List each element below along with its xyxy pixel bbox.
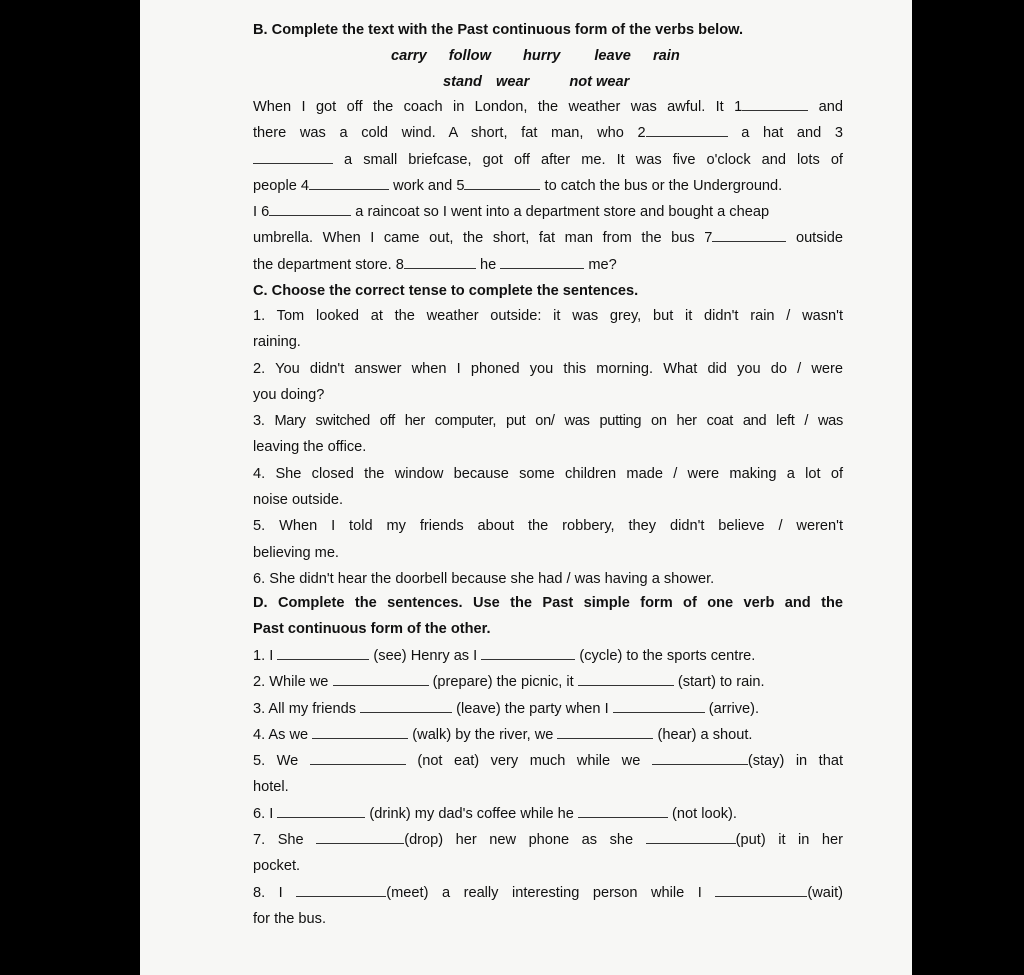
text-span: (put) it in her: [735, 832, 843, 849]
list-item: [253, 513, 843, 566]
verb-word: not wear: [569, 74, 630, 90]
text-span: he: [479, 256, 497, 273]
text-span: 2. While we: [253, 674, 329, 691]
list-item: [253, 408, 843, 461]
section-d-list: [253, 643, 843, 932]
text-span: 5. We: [253, 753, 299, 770]
answer-blank-8a[interactable]: [404, 254, 476, 269]
verb-word: rain: [652, 48, 680, 64]
item-line: leaving the office.: [253, 439, 367, 456]
text-span: (leave) the party when I: [456, 700, 609, 717]
answer-blank-1[interactable]: [742, 96, 808, 111]
verb-word: leave: [594, 48, 631, 64]
answer-blank[interactable]: [578, 803, 668, 818]
text-span: 4. As we: [253, 726, 309, 743]
text-span: 7. She: [253, 832, 304, 849]
sentence-8-continued: for the bus.: [253, 910, 327, 927]
text-span: work and 5: [393, 177, 465, 194]
section-b-heading: B. Complete the text with the Past continuous form of the verbs below.: [253, 22, 744, 38]
text-span: (wait): [807, 884, 844, 901]
text-span: (hear) a shout.: [657, 726, 753, 743]
text-span: there was a cold wind. A short, fat man, who 2: [253, 125, 646, 142]
text-span: to catch the bus or the Underground.: [544, 177, 783, 194]
answer-blank[interactable]: [296, 882, 386, 897]
item-line: 1. Tom looked at the weather outside: it was grey, but it didn't rain / wasn't: [253, 308, 843, 324]
text-span: umbrella. When I came out, the short, fat man from the bus 7: [253, 230, 713, 247]
text-line: [253, 120, 843, 146]
answer-blank[interactable]: [310, 750, 406, 765]
text-span: (drop) her new phone as she: [404, 832, 634, 849]
text-line: [253, 147, 843, 173]
text-line: [253, 173, 843, 199]
text-span: I 6: [253, 204, 270, 221]
section-b-text: [253, 94, 843, 278]
text-span: (not look).: [672, 805, 737, 822]
list-item: [253, 461, 843, 514]
text-span: (prepare) the picnic, it: [432, 674, 574, 691]
text-span: a hat and 3: [741, 125, 843, 142]
text-span: When I got off the coach in London, the weather was awful. It 1: [253, 99, 743, 115]
text-span: (cycle) to the sports centre.: [579, 648, 756, 664]
answer-blank[interactable]: [277, 803, 365, 818]
item-line: believing me.: [253, 544, 339, 561]
answer-blank-3[interactable]: [253, 149, 333, 164]
text-span: (start) to rain.: [677, 674, 765, 691]
list-item: [253, 356, 843, 409]
answer-blank-2[interactable]: [646, 122, 728, 137]
answer-blank[interactable]: [715, 882, 807, 897]
text-line: [253, 225, 843, 251]
sentence-3: [253, 696, 843, 722]
verb-list-row-1: [391, 43, 680, 69]
item-line: 2. You didn't answer when I phoned you this morning. What did you do / were: [253, 360, 843, 377]
section-c-heading: C. Choose the correct tense to complete the sentences.: [253, 283, 639, 299]
text-span: 8. I: [253, 884, 283, 901]
sentence-5-continued: hotel.: [253, 779, 289, 796]
item-line: raining.: [253, 334, 301, 351]
text-span: (meet) a really interesting person while I: [386, 884, 702, 901]
list-item: [253, 303, 843, 356]
worksheet-page: [140, 0, 912, 975]
answer-blank-8b[interactable]: [500, 254, 584, 269]
text-span: (stay) in that: [747, 753, 844, 770]
item-line: noise outside.: [253, 492, 344, 509]
answer-blank-5[interactable]: [464, 175, 540, 190]
text-span: (not eat) very much while we: [417, 753, 641, 770]
sentence-6: [253, 801, 843, 827]
text-line: [253, 252, 843, 278]
sentence-7: [253, 827, 843, 853]
text-span: the department store. 8: [253, 256, 404, 273]
sentence-4: [253, 722, 843, 748]
answer-blank-4[interactable]: [309, 175, 389, 190]
item-line: 3. Mary switched off her computer, put on/ was putting on her coat and left / was: [253, 413, 843, 430]
text-span: 6. I: [253, 805, 274, 822]
item-line: 5. When I told my friends about the robbery, they didn't believe / weren't: [253, 518, 843, 535]
answer-blank[interactable]: [578, 671, 674, 686]
item-line: you doing?: [253, 386, 325, 403]
text-span: me?: [588, 256, 617, 273]
text-span: (walk) by the river, we: [412, 726, 554, 743]
answer-blank[interactable]: [613, 698, 705, 713]
answer-blank[interactable]: [557, 724, 653, 739]
answer-blank[interactable]: [481, 645, 575, 660]
text-span: and: [818, 99, 843, 115]
section-d-heading-line-2: Past continuous form of the other.: [253, 621, 491, 637]
text-span: 3. All my friends: [253, 700, 357, 717]
text-span: a raincoat so I went into a department store and bought a cheap: [355, 204, 770, 221]
answer-blank[interactable]: [312, 724, 408, 739]
answer-blank[interactable]: [277, 645, 369, 660]
sentence-8: [253, 880, 843, 906]
text-line: [253, 94, 843, 120]
list-item: [253, 566, 843, 592]
verb-word: wear: [495, 74, 530, 90]
text-span: (see) Henry as I: [373, 648, 478, 664]
text-span: a small briefcase, got off after me. It was five o'clock and lots of: [344, 151, 843, 168]
answer-blank[interactable]: [646, 829, 736, 844]
verb-word: hurry: [523, 48, 561, 64]
sentence-5: [253, 748, 843, 774]
sentence-7-continued: pocket.: [253, 858, 301, 875]
sentence-1: [253, 643, 843, 669]
text-span: (drink) my dad's coffee while he: [369, 805, 574, 822]
verb-word: follow: [448, 48, 491, 64]
text-span: outside: [795, 230, 844, 247]
answer-blank[interactable]: [316, 829, 404, 844]
verb-word: carry: [391, 48, 427, 64]
section-c-list: [253, 303, 843, 592]
answer-blank[interactable]: [333, 671, 429, 686]
answer-blank-7[interactable]: [712, 227, 786, 242]
answer-blank[interactable]: [652, 750, 748, 765]
text-span: (arrive).: [708, 700, 760, 717]
section-d-heading-line-1: D. Complete the sentences. Use the Past simple form of one verb and the: [253, 595, 843, 611]
verb-list-row-2: [443, 69, 629, 95]
item-line: 6. She didn't hear the doorbell because she had / was having a shower.: [253, 570, 715, 587]
sentence-2: [253, 669, 843, 695]
answer-blank-6[interactable]: [269, 201, 351, 216]
text-line: [253, 199, 843, 225]
answer-blank[interactable]: [360, 698, 452, 713]
text-span: 1. I: [253, 648, 274, 664]
item-line: 4. She closed the window because some children made / were making a lot of: [253, 465, 843, 482]
text-span: people 4: [253, 177, 309, 194]
verb-word: stand: [443, 74, 482, 90]
